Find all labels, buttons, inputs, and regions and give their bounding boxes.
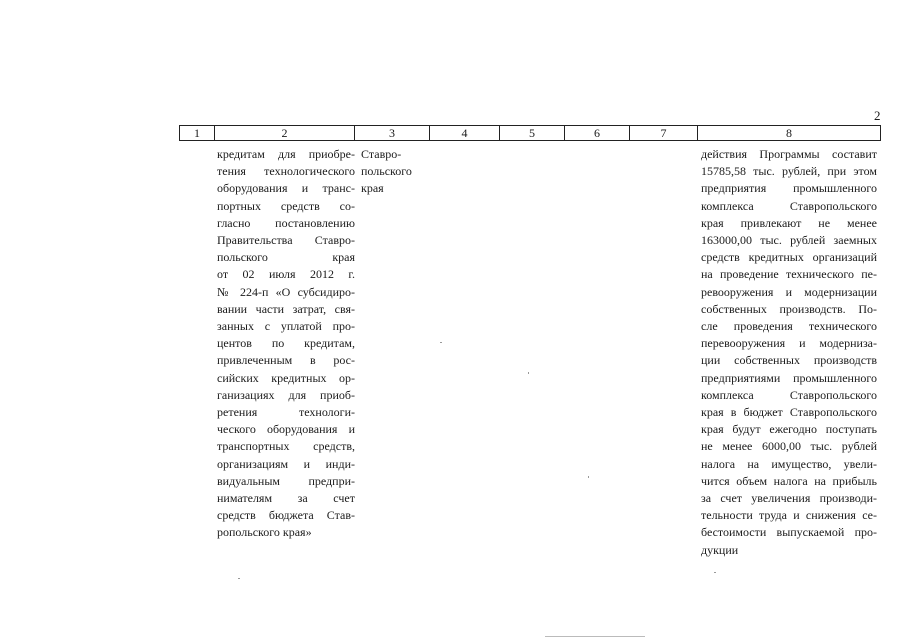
- text-line: предприятия промышленного: [701, 181, 877, 196]
- text-line: гласно постановлению: [217, 215, 355, 230]
- scan-speck: [238, 578, 240, 579]
- header-col-1: 1: [180, 126, 215, 140]
- text-line: сле проведения технического: [701, 319, 877, 334]
- col8-text: [701, 146, 877, 559]
- text-line: чится объем налога на прибыль: [701, 473, 877, 488]
- text-line: № 224-п «О субсидиро-: [217, 284, 355, 299]
- scan-speck: [528, 372, 529, 374]
- text-line: центов по кредитам,: [217, 336, 355, 351]
- text-line: действия Программы составит: [701, 147, 877, 161]
- text-line: комплекса Ставропольского: [701, 387, 877, 402]
- header-col-7: 7: [630, 126, 698, 140]
- scan-speck: [588, 476, 589, 478]
- text-line: кредитам для приобре-: [217, 147, 355, 161]
- text-line: ческого оборудования и: [217, 422, 355, 437]
- text-line: края: [361, 181, 384, 196]
- text-line: польского края: [217, 250, 355, 265]
- text-line: средств бюджета Став-: [217, 508, 355, 523]
- text-line: Ставро-: [361, 147, 402, 161]
- text-line: ретения технологи-: [217, 405, 355, 420]
- text-line: дукции: [701, 542, 739, 557]
- text-line: ревооружения и модернизации: [701, 284, 877, 299]
- text-line: сийских кредитных ор-: [217, 370, 355, 385]
- text-line: ганизациях для приоб-: [217, 387, 355, 402]
- header-col-3: 3: [355, 126, 430, 140]
- text-line: бестоимости выпускаемой про-: [701, 525, 877, 540]
- text-line: тельности труда и снижения се-: [701, 508, 877, 523]
- text-line: ропольского края»: [217, 525, 312, 540]
- text-line: от 02 июля 2012 г.: [217, 267, 355, 282]
- text-line: нимателям за счет: [217, 491, 355, 506]
- text-line: края будут ежегодно поступать: [701, 422, 877, 437]
- header-col-8: 8: [786, 126, 792, 140]
- text-line: собственных производств. По-: [701, 301, 877, 316]
- text-line: привлеченным в рос-: [217, 353, 355, 368]
- text-line: вании части затрат, свя-: [217, 301, 355, 316]
- text-line: 163000,00 тыс. рублей заемных: [701, 233, 877, 248]
- text-line: организациям и инди-: [217, 456, 355, 471]
- text-line: предприятиями промышленного: [701, 370, 877, 385]
- header-col-5: 5: [500, 126, 565, 140]
- text-line: польского: [361, 164, 412, 179]
- text-line: 15785,58 тыс. рублей, при этом: [701, 164, 877, 179]
- program-table: [179, 125, 881, 557]
- text-line: транспортных средств,: [217, 439, 355, 454]
- header-col-4: 4: [430, 126, 500, 140]
- text-line: средств кредитных организаций: [701, 250, 877, 265]
- text-line: видуальным предпри-: [217, 473, 355, 488]
- text-line: за счет увеличения производи-: [701, 491, 877, 506]
- text-line: оборудования и транс-: [217, 181, 355, 196]
- text-line: края в бюджет Ставропольского: [701, 405, 877, 420]
- text-line: ции собственных производств: [701, 353, 877, 368]
- col3-text: [361, 146, 425, 198]
- text-line: налога на имущество, увели-: [701, 456, 877, 471]
- header-col-2: 2: [215, 126, 355, 140]
- text-line: края привлекают не менее: [701, 215, 877, 230]
- text-line: тения технологического: [217, 164, 355, 179]
- scan-speck: [545, 636, 645, 637]
- scan-speck: [440, 342, 442, 343]
- col2-text: [217, 146, 355, 542]
- text-line: Правительства Ставро-: [217, 233, 355, 248]
- text-line: не менее 6000,00 тыс. рублей: [701, 439, 877, 454]
- table-header-row: [179, 125, 881, 141]
- text-line: занных с уплатой про-: [217, 319, 355, 334]
- scan-speck: [714, 572, 716, 573]
- page-number: 2: [874, 108, 881, 123]
- text-line: перевооружения и модерниза-: [701, 336, 877, 351]
- text-line: комплекса Ставропольского: [701, 198, 877, 213]
- header-col-6: 6: [565, 126, 630, 140]
- text-line: на проведение технического пе-: [701, 267, 877, 282]
- text-line: портных средств со-: [217, 198, 355, 213]
